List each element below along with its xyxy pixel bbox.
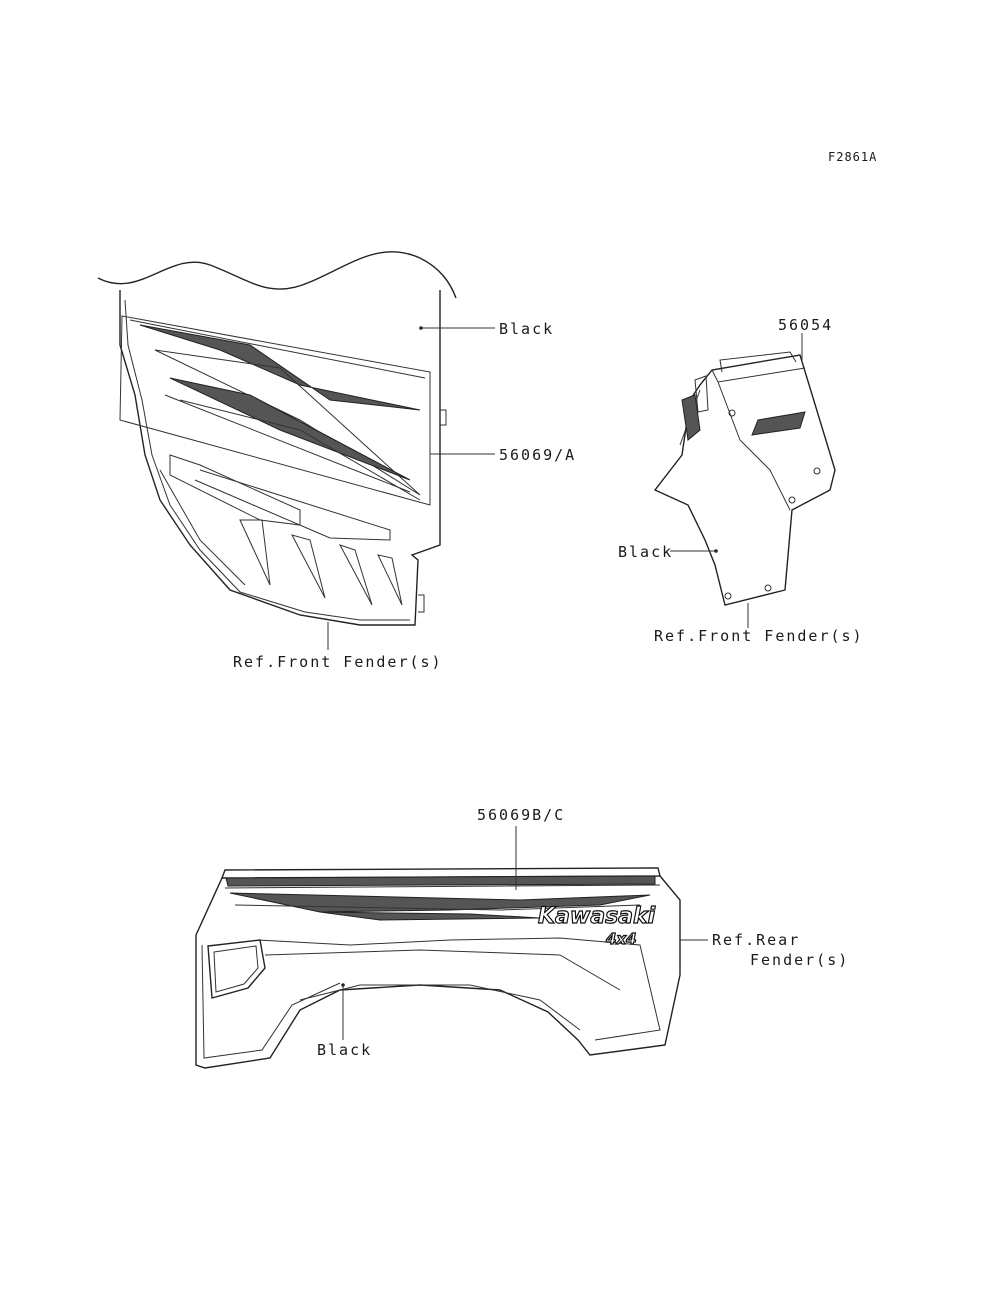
rear-fender (196, 826, 708, 1068)
rear-part-number: 56069B/C (477, 806, 566, 824)
front-right-part-number: 56054 (778, 316, 834, 334)
rear-color-label: Black (317, 1041, 373, 1059)
front-right-ref-label: Ref.Front Fender(s) (654, 627, 864, 645)
front-right-fender (655, 333, 835, 628)
front-left-fender (98, 252, 495, 650)
rear-brand-text: Kawasaki (538, 904, 656, 929)
front-right-color-label: Black (618, 543, 674, 561)
rear-badge-text: 4x4 (606, 930, 637, 948)
front-left-color-label: Black (499, 320, 555, 338)
figure-code: F2861A (828, 150, 878, 164)
front-left-ref-label: Ref.Front Fender(s) (233, 653, 443, 671)
rear-ref-label-line1: Ref.Rear (712, 931, 801, 949)
front-left-part-number: 56069/A (499, 446, 577, 464)
rear-ref-label-line2: Fender(s) (750, 951, 850, 969)
